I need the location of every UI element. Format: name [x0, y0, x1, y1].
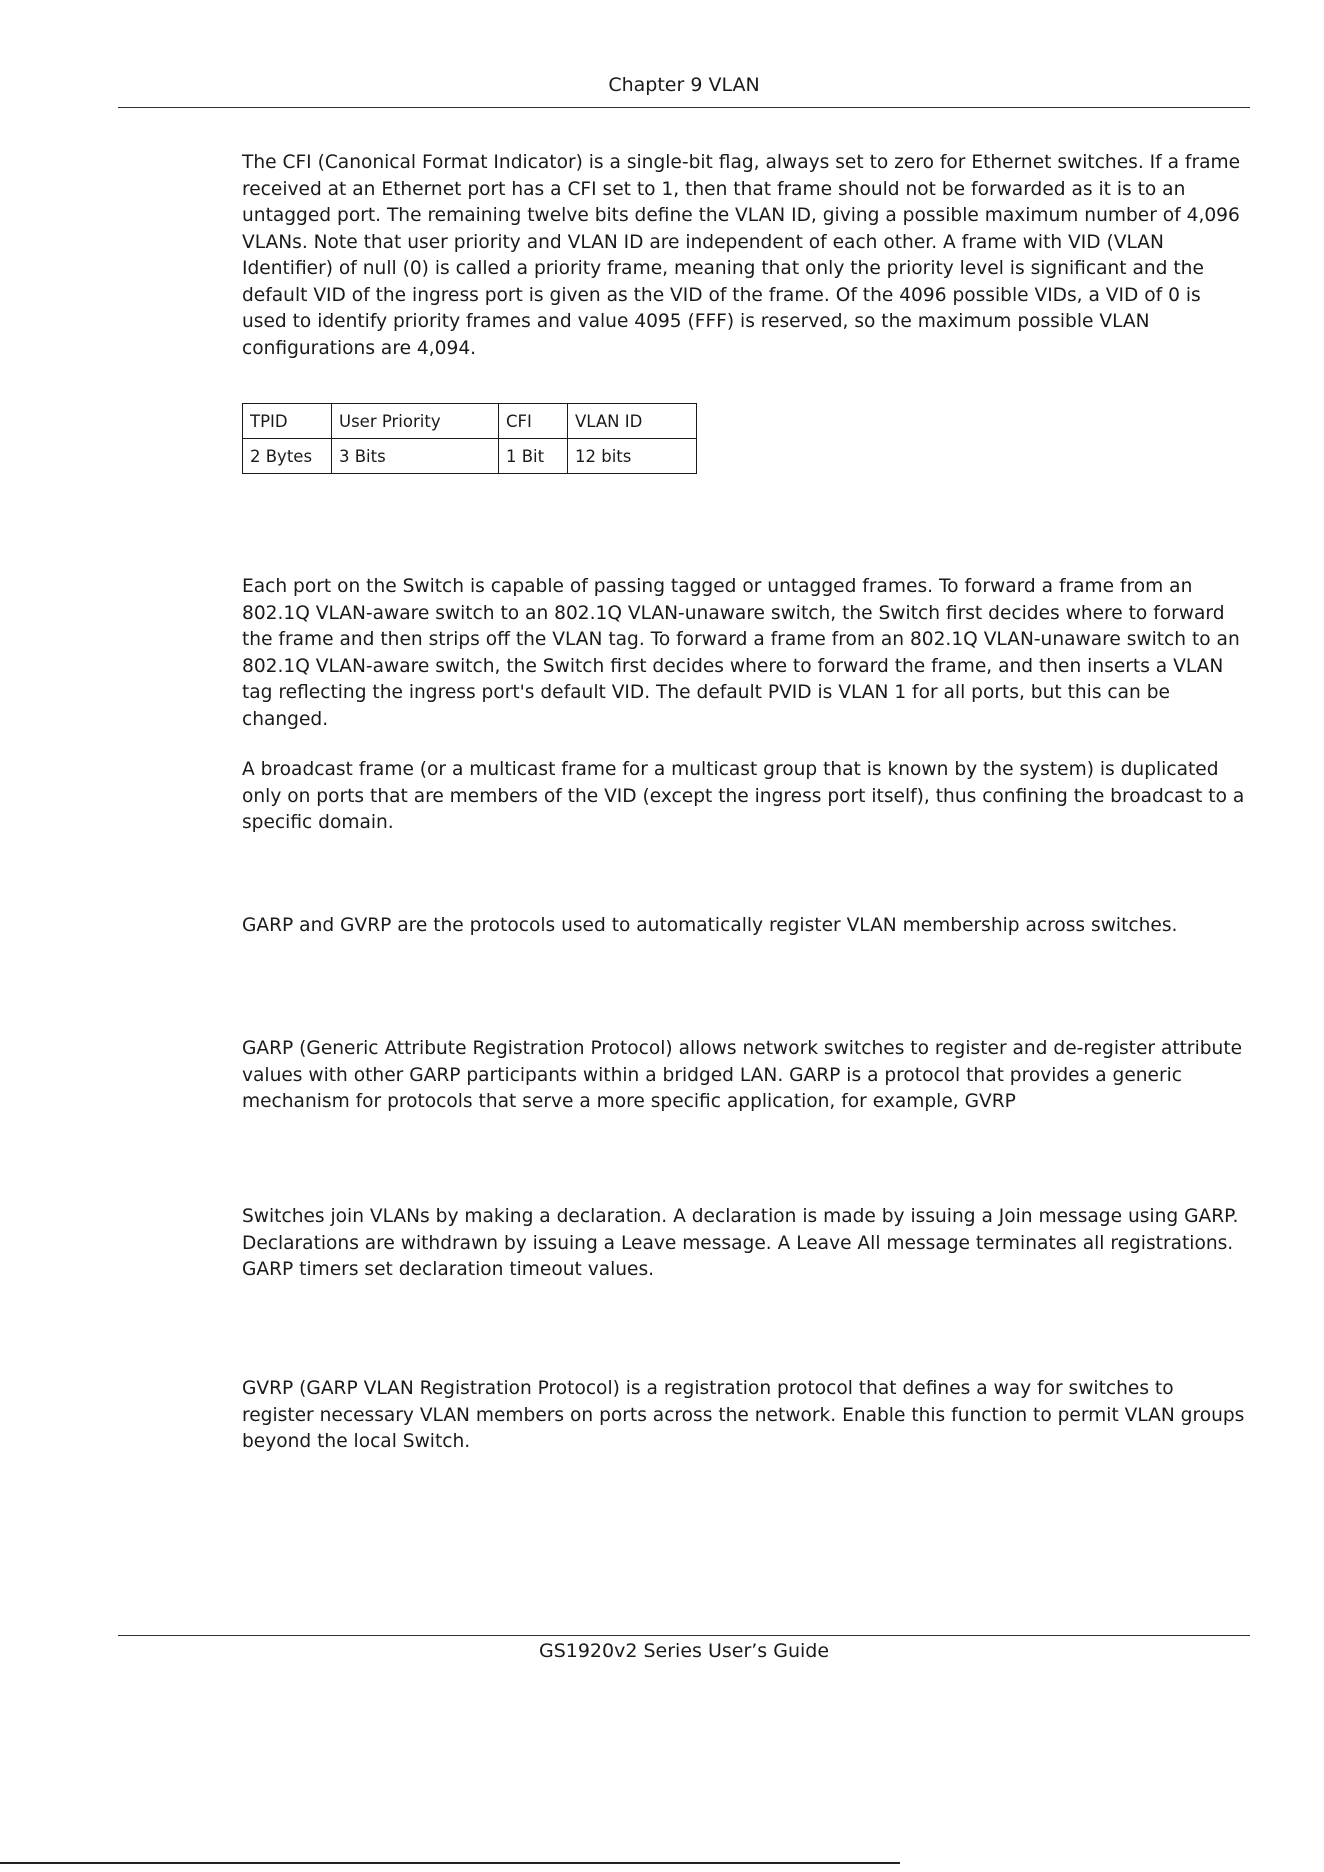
table-header-cfi: CFI — [499, 404, 568, 439]
gvrp-paragraph: GVRP (GARP VLAN Registration Protocol) is a registration protocol that defines a way for switches to register necessary VLAN members on ports across the network. Enable this function to permit VLAN groups beyond the local Switch. — [242, 1378, 1245, 1452]
join-paragraph: Switches join VLANs by making a declaration. A declaration is made by issuing a Join message using GARP. Declarations are withdrawn by issuing a Leave message. A Leave All message terminates all registrations. GARP timers set declaration timeout values. — [242, 1206, 1239, 1280]
table-cell-cfi-size: 1 Bit — [499, 439, 568, 474]
garp-gvrp-block — [242, 913, 1250, 940]
broadcast-block — [242, 757, 1250, 837]
table-header-vlan-id: VLAN ID — [568, 404, 697, 439]
garp-gvrp-paragraph: GARP and GVRP are the protocols used to automatically register VLAN membership across switches. — [242, 915, 1178, 936]
cfi-paragraph-block — [242, 150, 1250, 362]
garp-block — [242, 1036, 1250, 1116]
table-row — [243, 439, 697, 474]
garp-paragraph: GARP (Generic Attribute Registration Protocol) allows network switches to register and de-register attribute values with other GARP participants within a bridged LAN. GARP is a protocol that provides a generic mechanism for protocols that serve a more specific application, for example, GVRP — [242, 1038, 1243, 1112]
scan-edge-line — [0, 1862, 900, 1864]
table-header-tpid: TPID — [243, 404, 332, 439]
broadcast-paragraph: A broadcast frame (or a multicast frame for a multicast group that is known by the system) is duplicated only on ports that are members of the VID (except the ingress port itself), thus confining the broadcast to a specific domain. — [242, 759, 1245, 833]
gvrp-block — [242, 1376, 1250, 1456]
table-header-row — [243, 404, 697, 439]
cfi-paragraph: The CFI (Canonical Format Indicator) is a single-bit flag, always set to zero for Ethernet switches. If a frame received at an Ethernet port has a CFI set to 1, then that frame should not be forwarded as it is to an untagged port. The remaining twelve bits define the VLAN ID, giving a possible maximum number of 4,096 VLANs. Note that user priority and VLAN ID are independent of each other. A frame with VID (VLAN Identifier) of null (0) is called a priority frame, meaning that only the priority level is significant and the default VID of the ingress port is given as the VID of the frame. Of the 4096 possible VIDs, a VID of 0 is used to identify priority frames and value 4095 (FFF) is reserved, so the maximum possible VLAN configurations are 4,094. — [242, 152, 1241, 359]
join-block — [242, 1204, 1250, 1284]
vlan-tag-format-table — [242, 403, 697, 474]
table-header-user-priority: User Priority — [332, 404, 499, 439]
header-rule — [118, 107, 1250, 108]
chapter-title: Chapter 9 VLAN — [608, 74, 760, 96]
forwarding-block — [242, 574, 1250, 733]
table-cell-user-priority-size: 3 Bits — [332, 439, 499, 474]
forwarding-paragraph: Each port on the Switch is capable of passing tagged or untagged frames. To forward a frame from an 802.1Q VLAN-aware switch to an 802.1Q VLAN-unaware switch, the Switch first decides where to forward the frame and then strips off the VLAN tag. To forward a frame from an 802.1Q VLAN-unaware switch to an 802.1Q VLAN-aware switch, the Switch first decides where to forward the frame, and then inserts a VLAN tag reflecting the ingress port's default VID. The default PVID is VLAN 1 for all ports, but this can be changed. — [242, 576, 1240, 730]
footer-rule — [118, 1635, 1250, 1636]
table-cell-vlan-id-size: 12 bits — [568, 439, 697, 474]
guide-title: GS1920v2 Series User’s Guide — [538, 1640, 830, 1662]
table-cell-tpid-size: 2 Bytes — [243, 439, 332, 474]
